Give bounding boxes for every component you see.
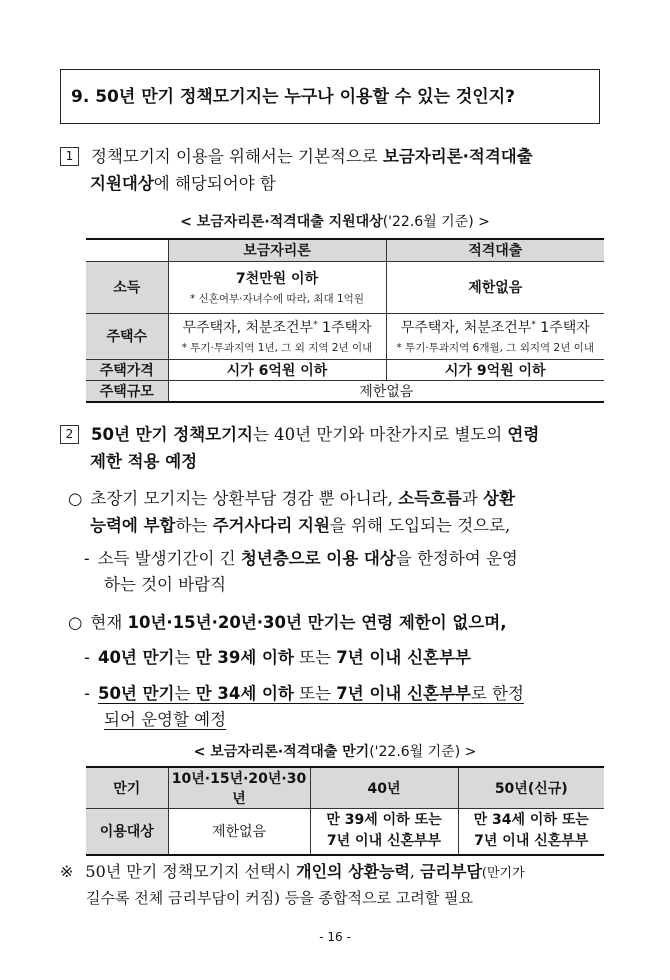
col-header-jeokgyeok: 적격대출 [386, 239, 604, 261]
table1-caption: < 보금자리론·적격대출 지원대상('22.6월 기준) > [180, 214, 490, 230]
table-row: 주택가격 시가 6억원 이하 시가 9억원 이하 [86, 359, 604, 380]
dash1-line1: - 소득 발생기간이 긴 청년층으로 이용 대상을 한정하여 운영 [84, 549, 518, 568]
maturity-table [86, 766, 604, 856]
section2-line2: 제한 적용 예정 [90, 452, 198, 471]
eligibility-table [86, 238, 604, 403]
table-row: 주택수 무주택자, 처분조건부* 1주택자 * 투기·투과지역 1년, 그 외 지역 2년 이내 무주택자, 처분조건부* 1주택자 * 투기·투과지역 6개월, 그 외지역 2년 이내 [86, 313, 604, 359]
note-line1: ※ 50년 만기 정책모기지 선택시 개인의 상환능력, 금리부담(만기가 [60, 862, 525, 881]
table-row: 만기 10년·15년·20년·30년 40년 50년(신규) [86, 767, 604, 809]
question-title: 9. 50년 만기 정책모기지는 누구나 이용할 수 있는 것인지? [71, 87, 516, 107]
dash1-line2: 하는 것이 바람직 [104, 575, 227, 594]
col-header-bogeumjari: 보금자리론 [168, 239, 386, 261]
bullet1-line1: ○ 초장기 모기지는 상환부담 경감 뿐 아니라, 소득흐름과 상환 [68, 489, 515, 508]
dash2-line: - 40년 만기는 만 39세 이하 또는 7년 이내 신혼부부 [84, 648, 471, 667]
dash3-line2: 되어 운영할 예정 [104, 710, 227, 729]
note-line2: 길수록 전체 금리부담이 커짐) 등을 종합적으로 고려할 필요 [86, 889, 473, 907]
section2-line1: 2 50년 만기 정책모기지는 40년 만기와 마찬가지로 별도의 연령 [60, 422, 539, 448]
page-number: - 16 - [319, 930, 351, 944]
bullet2-line: ○ 현재 10년·15년·20년·30년 만기는 연령 제한이 없으며, [68, 613, 507, 632]
question-box [60, 69, 600, 124]
section1-number-box: 1 [60, 147, 79, 166]
section2-number-box: 2 [60, 425, 79, 444]
table2-caption: < 보금자리론·적격대출 만기('22.6월 기준) > [193, 744, 477, 760]
section1-line2: 지원대상에 해당되어야 함 [90, 174, 276, 193]
dash3-line1: - 50년 만기는 만 34세 이하 또는 7년 이내 신혼부부로 한정 [84, 684, 524, 703]
table-row: 소득 7천만원 이하 * 신혼여부·자녀수에 따라, 최대 1억원 제한없음 [86, 261, 604, 313]
bullet1-line2: 능력에 부합하는 주거사다리 지원을 위해 도입되는 것으로, [90, 516, 511, 535]
section1-line1: 1 정책모기지 이용을 위해서는 기본적으로 보금자리론·적격대출 [60, 144, 533, 170]
table-row: 주택규모 제한없음 [86, 380, 604, 402]
table-row: 이용대상 제한없음 만 39세 이하 또는 7년 이내 신혼부부 만 34세 이하 또는 7년 이내 신혼부부 [86, 809, 604, 855]
table-row [86, 239, 604, 261]
